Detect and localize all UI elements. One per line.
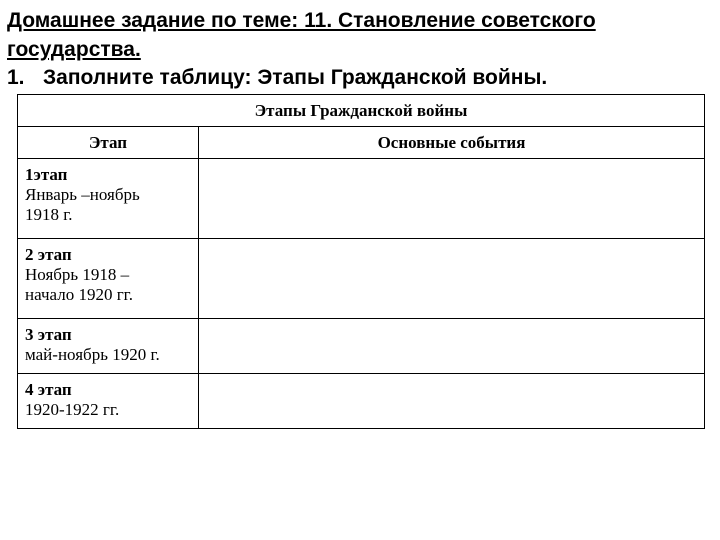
column-header-events: Основные события <box>199 127 705 159</box>
stage-cell <box>18 239 199 319</box>
events-cell[interactable] <box>199 319 705 374</box>
stage-cell <box>18 319 199 374</box>
column-header-stage: Этап <box>18 127 199 159</box>
stage-dates: Ноябрь 1918 – начало 1920 гг. <box>25 265 133 304</box>
stage-dates: май-ноябрь 1920 г. <box>25 345 160 364</box>
events-cell[interactable] <box>199 374 705 429</box>
table-row <box>18 374 705 429</box>
civil-war-stages-table <box>17 94 705 429</box>
stage-name: 2 этап <box>25 245 72 264</box>
table-row <box>18 239 705 319</box>
table-row <box>18 319 705 374</box>
homework-title: Домашнее задание по теме: 11. Становление советского государства. <box>7 9 596 61</box>
table-caption-row <box>18 95 705 127</box>
stage-name: 4 этап <box>25 380 72 399</box>
stage-cell <box>18 374 199 429</box>
homework-heading <box>7 6 707 64</box>
stage-dates: Январь –ноябрь 1918 г. <box>25 185 140 224</box>
table-header-row <box>18 127 705 159</box>
stage-name: 1этап <box>25 165 68 184</box>
events-cell[interactable] <box>199 239 705 319</box>
stage-name: 3 этап <box>25 325 72 344</box>
table-row <box>18 159 705 239</box>
events-cell[interactable] <box>199 159 705 239</box>
table-caption: Этапы Гражданской войны <box>18 95 705 127</box>
stage-cell <box>18 159 199 239</box>
task-instruction <box>7 64 707 92</box>
task-number: 1. <box>7 66 25 89</box>
stage-dates: 1920-1922 гг. <box>25 400 120 419</box>
task-text: Заполните таблицу: Этапы Гражданской войны. <box>43 66 548 89</box>
